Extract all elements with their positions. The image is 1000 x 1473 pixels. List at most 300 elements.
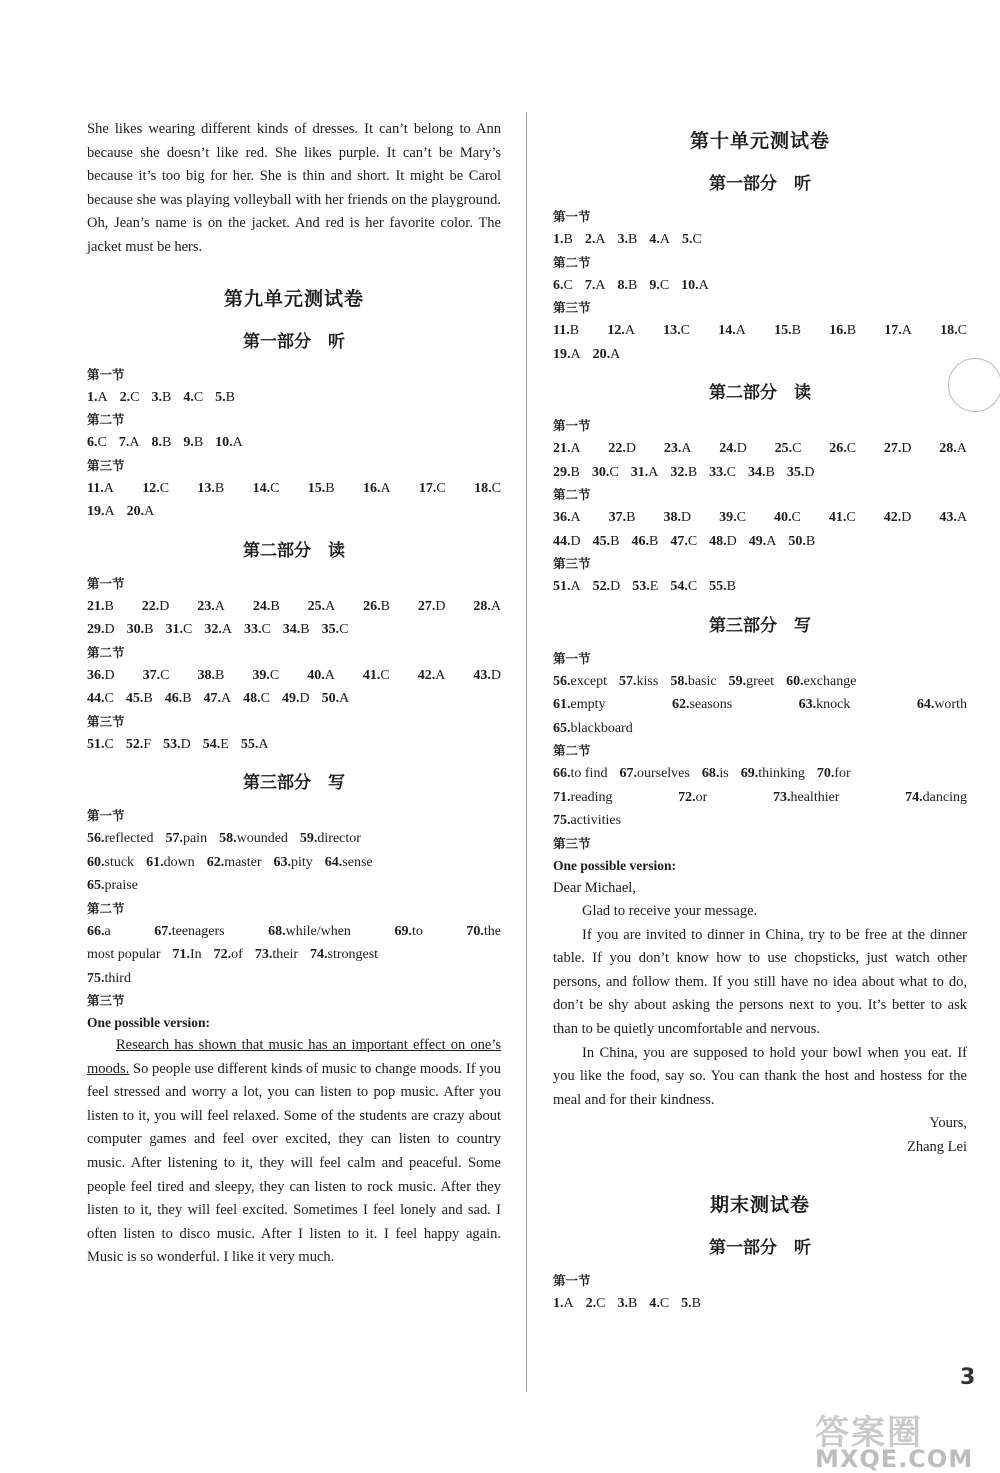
answer-item	[198, 664, 225, 688]
answer-item	[829, 319, 856, 343]
answer-item	[204, 687, 232, 711]
answer-item	[127, 500, 155, 524]
answer-item	[773, 786, 839, 810]
answer-item	[473, 595, 501, 619]
answer-number: 3.	[151, 389, 162, 405]
answer-item	[473, 664, 501, 688]
answer-row	[87, 687, 501, 711]
answer-value: knock	[816, 697, 851, 712]
answer-number: 4.	[649, 232, 660, 247]
answer-item	[553, 437, 581, 461]
letter-salutation: Dear Michael,	[553, 879, 636, 896]
answer-item	[163, 733, 191, 757]
answer-item	[219, 827, 288, 851]
answer-value: A	[435, 667, 446, 683]
answer-item	[741, 762, 805, 786]
answer-number: 40.	[774, 510, 792, 525]
answer-number: 72.	[678, 789, 696, 805]
section-label: 第二节	[87, 900, 125, 916]
stamp-icon	[948, 358, 1000, 412]
answer-row	[553, 693, 967, 717]
answer-value: blackboard	[570, 720, 633, 736]
answer-row	[87, 595, 501, 619]
answer-number: 67.	[619, 766, 637, 781]
answer-item	[553, 717, 633, 741]
answer-item	[87, 618, 115, 642]
answer-number: 7.	[584, 277, 596, 293]
answer-value: their	[272, 947, 298, 963]
answer-item	[419, 477, 446, 501]
answer-item	[87, 431, 107, 455]
answer-row	[553, 437, 967, 461]
version-label: One possible version:	[87, 1015, 211, 1031]
answer-row	[553, 319, 967, 343]
answer-number: 30.	[126, 622, 145, 638]
answer-value: praise	[104, 878, 138, 894]
answer-item	[829, 437, 856, 461]
answer-item	[553, 228, 573, 252]
answer-item	[418, 595, 446, 619]
answer-item	[786, 670, 856, 694]
watermark	[815, 1405, 1000, 1471]
answer-value: F	[143, 736, 152, 752]
answer-number: 17.	[418, 480, 437, 496]
answer-value: D	[625, 441, 637, 456]
answer-value: C	[97, 435, 107, 451]
answer-number: 62.	[206, 854, 225, 870]
answer-number: 15.	[307, 480, 326, 496]
answer-value: C	[436, 480, 446, 496]
answer-number: 62.	[671, 697, 690, 712]
answer-value: C	[160, 667, 170, 683]
answer-number: 47.	[670, 533, 688, 549]
answer-number: 26.	[829, 441, 847, 456]
answer-item	[553, 575, 581, 599]
answer-value: D	[901, 441, 912, 456]
answer-number: 5.	[681, 1295, 692, 1311]
answer-row	[553, 762, 967, 786]
answer-value: D	[299, 691, 310, 707]
answer-value: C	[659, 1295, 670, 1311]
answer-row	[87, 664, 501, 688]
answer-row	[87, 386, 501, 410]
answer-value: C	[792, 441, 802, 456]
answer-value: down	[163, 854, 195, 870]
answer-value: B	[325, 480, 335, 496]
answer-number: 48.	[243, 691, 261, 707]
answer-number: 24.	[719, 441, 737, 456]
answer-item	[87, 687, 114, 711]
answer-item	[173, 943, 202, 967]
section-label: 第一节	[553, 650, 591, 666]
answer-item	[649, 228, 670, 252]
answer-item	[917, 693, 967, 717]
answer-number: 55.	[709, 579, 727, 594]
answer-value: D	[804, 464, 815, 480]
answer-number: 71.	[553, 789, 571, 805]
answer-number: 36.	[553, 510, 571, 525]
answer-value: B	[144, 622, 154, 638]
answer-item	[593, 530, 620, 554]
answer-value: A	[221, 691, 232, 707]
answer-item	[87, 500, 115, 524]
answer-item	[87, 386, 108, 410]
answer-value: B	[161, 435, 172, 451]
section-label: 第二节	[553, 254, 591, 270]
answer-value: B	[726, 579, 736, 594]
unit9-title: 第九单元测试卷	[223, 287, 364, 310]
answer-value: A	[232, 435, 243, 451]
answer-item	[300, 827, 361, 851]
answer-number: 8.	[151, 435, 162, 451]
unit9-part2-title: 第二部分 读	[243, 540, 345, 561]
answer-value: A	[570, 346, 581, 362]
answer-item	[774, 506, 801, 530]
answer-number: 56.	[553, 673, 571, 689]
answer-number: 2.	[584, 232, 596, 247]
answer-item	[553, 274, 573, 298]
answer-number: 68.	[701, 766, 720, 781]
answer-value: B	[270, 598, 280, 614]
answer-number: 51.	[553, 579, 571, 594]
answer-number: 53.	[163, 736, 181, 752]
watermark-text: 答案圈	[815, 1413, 923, 1453]
answer-value: A	[103, 480, 114, 496]
answer-number: 8.	[617, 277, 628, 293]
answer-number: 39.	[252, 667, 270, 683]
answer-item	[553, 319, 579, 343]
answer-item	[274, 851, 313, 875]
answer-number: 27.	[417, 598, 436, 614]
answer-item	[682, 228, 702, 252]
answer-value: A	[325, 598, 336, 614]
answer-number: 41.	[828, 510, 847, 525]
letter-closing: Yours,	[929, 1115, 967, 1132]
answer-value: teenagers	[171, 923, 225, 939]
answer-number: 23.	[663, 441, 682, 456]
answer-row	[553, 343, 967, 367]
answer-number: 10.	[681, 277, 699, 293]
answer-item	[87, 595, 114, 619]
answer-number: 1.	[87, 389, 98, 405]
answer-item	[592, 461, 619, 485]
answer-number: 11.	[553, 323, 570, 338]
answer-value: D	[901, 510, 912, 525]
answer-number: 31.	[165, 622, 183, 638]
letter-paragraph: If you are invited to dinner in China, try to be free at the dinner table. If you don’t know how to use chopsticks, just watch other persons, and follow them. If you still have no idea about what to do, don’t be shy about asking the persons next to you. It’s better to ask than to be quietly uncomfortable and nervous.	[553, 926, 967, 1038]
answer-number: 59.	[299, 831, 318, 847]
answer-number: 68.	[268, 923, 286, 939]
answer-value: reflected	[104, 831, 154, 847]
answer-value: C	[491, 480, 501, 496]
answer-value: C	[380, 667, 390, 683]
answer-number: 19.	[87, 504, 105, 520]
answer-item	[310, 943, 378, 967]
answer-value: In	[190, 947, 202, 963]
answer-item	[672, 693, 732, 717]
answer-value: B	[104, 598, 114, 614]
answer-item	[787, 461, 815, 485]
answer-value: strongest	[327, 947, 379, 963]
answer-number: 25.	[774, 441, 793, 456]
answer-item	[215, 431, 243, 455]
answer-item	[631, 530, 658, 554]
answer-value: D	[726, 533, 737, 549]
answer-value: A	[956, 441, 967, 456]
answer-number: 43.	[939, 510, 957, 525]
answer-item	[418, 664, 446, 688]
answer-number: 51.	[87, 736, 105, 752]
answer-value: A	[735, 323, 746, 338]
answer-value: to	[411, 923, 423, 939]
answer-number: 24.	[252, 598, 271, 614]
answer-item	[126, 733, 151, 757]
answer-item	[87, 664, 115, 688]
answer-number: 6.	[553, 277, 564, 293]
answer-item	[241, 733, 269, 757]
answer-row	[553, 575, 967, 599]
answer-value: B	[143, 691, 153, 707]
answer-value: B	[627, 232, 638, 247]
page-number: 3	[960, 1365, 976, 1390]
answer-number: 60.	[786, 673, 804, 689]
answer-item	[649, 1292, 669, 1316]
answer-item	[609, 506, 636, 530]
answer-row	[87, 500, 501, 524]
answer-number: 9.	[649, 277, 660, 293]
answer-item	[884, 506, 912, 530]
answer-item	[702, 762, 729, 786]
answer-number: 45.	[592, 533, 611, 549]
answer-value: B	[610, 533, 620, 549]
answer-item	[363, 664, 390, 688]
answer-row	[553, 506, 967, 530]
answer-value: D	[104, 667, 115, 683]
answer-value: empty	[570, 697, 606, 712]
section-label: 第二节	[553, 743, 591, 758]
answer-value: C	[104, 691, 114, 707]
answer-value: A	[380, 480, 391, 496]
answer-item	[87, 967, 131, 991]
answer-number: 20.	[126, 504, 145, 520]
answer-item	[87, 851, 134, 875]
answer-number: 41.	[362, 667, 381, 683]
answer-item	[127, 618, 154, 642]
answer-item	[308, 595, 336, 619]
answer-value: B	[214, 480, 225, 496]
answer-item	[678, 786, 707, 810]
answer-number: 34.	[282, 622, 301, 638]
answer-value: kiss	[636, 673, 659, 689]
section-label: 第一节	[553, 209, 591, 224]
answer-value: A	[97, 389, 108, 405]
answer-value: B	[791, 323, 801, 338]
answer-number: 2.	[119, 389, 131, 405]
answer-value: C	[659, 277, 670, 293]
answer-number: 69.	[740, 766, 759, 781]
answer-item	[268, 920, 351, 944]
answer-number: 70.	[466, 923, 484, 939]
answer-item	[709, 530, 737, 554]
answer-value: A	[563, 1295, 574, 1311]
answer-value: A	[490, 598, 501, 614]
answer-row	[87, 874, 501, 898]
answer-item	[586, 1292, 606, 1316]
answer-number: 14.	[252, 480, 271, 496]
answer-number: 33.	[709, 464, 727, 480]
answer-number: 38.	[197, 667, 215, 683]
section-label: 第三节	[553, 300, 591, 315]
answer-value: A	[956, 510, 967, 525]
answer-number: 45.	[125, 691, 144, 707]
unit10-part1-title: 第一部分 听	[709, 174, 811, 194]
section-label: 第二节	[87, 412, 125, 428]
answer-number: 7.	[118, 435, 130, 451]
answer-item	[553, 530, 581, 554]
answer-item	[774, 319, 801, 343]
answer-item	[553, 786, 612, 810]
answer-group	[173, 947, 391, 962]
answer-number: 56.	[87, 831, 105, 847]
answer-number: 73.	[254, 947, 273, 963]
answer-value: thinking	[758, 766, 805, 781]
answer-item	[183, 386, 203, 410]
answer-number: 37.	[608, 510, 627, 525]
answer-row	[553, 274, 967, 298]
answer-value: seasons	[689, 697, 733, 712]
answer-value: B	[569, 323, 580, 338]
answer-item	[253, 595, 280, 619]
answer-item	[282, 687, 310, 711]
answer-item	[619, 762, 689, 786]
section-label: 第一节	[87, 366, 125, 382]
answer-value: A	[766, 533, 777, 549]
answer-number: 16.	[829, 323, 847, 338]
answer-value: B	[846, 323, 857, 338]
answer-value: C	[957, 323, 967, 338]
answer-item	[214, 943, 243, 967]
answer-number: 37.	[142, 667, 161, 683]
answer-number: 57.	[619, 673, 637, 689]
answer-number: 69.	[394, 923, 412, 939]
answer-value: B	[648, 533, 659, 549]
answer-item	[593, 343, 621, 367]
answer-number: 49.	[282, 691, 300, 707]
answer-item	[905, 786, 967, 810]
section-label: 第一节	[87, 575, 125, 591]
answer-item	[817, 762, 851, 786]
answer-number: 12.	[607, 323, 625, 338]
answer-number: 74.	[905, 789, 923, 805]
answer-value: dancing	[922, 789, 967, 805]
answer-item	[649, 274, 669, 298]
answer-item	[617, 274, 637, 298]
answer-value: of	[231, 947, 243, 963]
answer-row	[87, 943, 501, 967]
answer-item	[631, 461, 659, 485]
answer-row	[87, 431, 501, 455]
answer-number: 21.	[87, 598, 105, 614]
answer-value: except	[570, 673, 608, 689]
section-label: 第三节	[87, 993, 125, 1009]
answer-row	[553, 717, 967, 741]
answer-value: D	[490, 667, 501, 683]
answer-number: 58.	[219, 831, 237, 847]
watermark-url: MXQE.COM	[815, 1445, 974, 1473]
answer-item	[142, 477, 169, 501]
answer-value: B	[563, 232, 573, 247]
answer-item	[607, 319, 635, 343]
answer-number: 18.	[474, 480, 492, 496]
answer-value: A	[570, 441, 581, 456]
answer-number: 40.	[307, 667, 325, 683]
final-exam-title: 期末测试卷	[709, 1193, 810, 1216]
answer-item	[775, 437, 802, 461]
answer-number: 2.	[585, 1295, 597, 1311]
answer-number: 1.	[553, 1295, 564, 1311]
answer-item	[884, 319, 912, 343]
answer-number: 25.	[307, 598, 326, 614]
answer-value: B	[765, 464, 775, 480]
answer-item	[709, 575, 736, 599]
answer-number: 23.	[197, 598, 215, 614]
answer-number: 54.	[670, 579, 688, 594]
answer-number: 63.	[273, 854, 292, 870]
answer-value: C	[193, 389, 204, 405]
answer-value: basic	[687, 673, 717, 689]
answer-number: 61.	[146, 854, 164, 870]
answer-item	[87, 874, 138, 898]
answer-number: 61.	[553, 697, 571, 712]
answer-number: 29.	[87, 622, 105, 638]
answer-value: healthier	[790, 789, 840, 805]
answer-number: 57.	[165, 831, 183, 847]
answer-number: 75.	[87, 970, 105, 986]
answer-item	[670, 530, 697, 554]
answer-number: 43.	[473, 667, 491, 683]
answer-value: D	[681, 510, 692, 525]
answer-value: D	[159, 598, 170, 614]
answer-value: or	[695, 789, 708, 805]
answer-item	[718, 319, 746, 343]
answer-number: 75.	[553, 813, 571, 828]
answer-value: A	[610, 346, 621, 362]
answer-value: B	[570, 464, 580, 480]
answer-item	[884, 437, 912, 461]
answer-value: C	[261, 622, 271, 638]
answer-value: A	[258, 736, 269, 752]
answer-number: 28.	[473, 598, 491, 614]
answer-item	[619, 670, 658, 694]
answer-number: 36.	[87, 667, 105, 683]
answer-value: the	[483, 923, 501, 939]
answer-number: 11.	[87, 480, 104, 496]
answer-value: reading	[570, 789, 613, 805]
answer-value: A	[104, 504, 115, 520]
answer-value: D	[180, 736, 191, 752]
unit9-part3-title: 第三部分 写	[243, 773, 345, 794]
answer-number: 21.	[553, 441, 571, 456]
answer-number: 70.	[816, 766, 835, 781]
answer-item	[204, 618, 232, 642]
answer-value: C	[339, 622, 349, 638]
answer-number: 31.	[630, 464, 649, 480]
answer-number: 39.	[719, 510, 737, 525]
answer-number: 13.	[663, 323, 681, 338]
answer-value: ourselves	[636, 766, 690, 781]
answer-value: D	[736, 441, 747, 456]
answer-item	[553, 693, 606, 717]
